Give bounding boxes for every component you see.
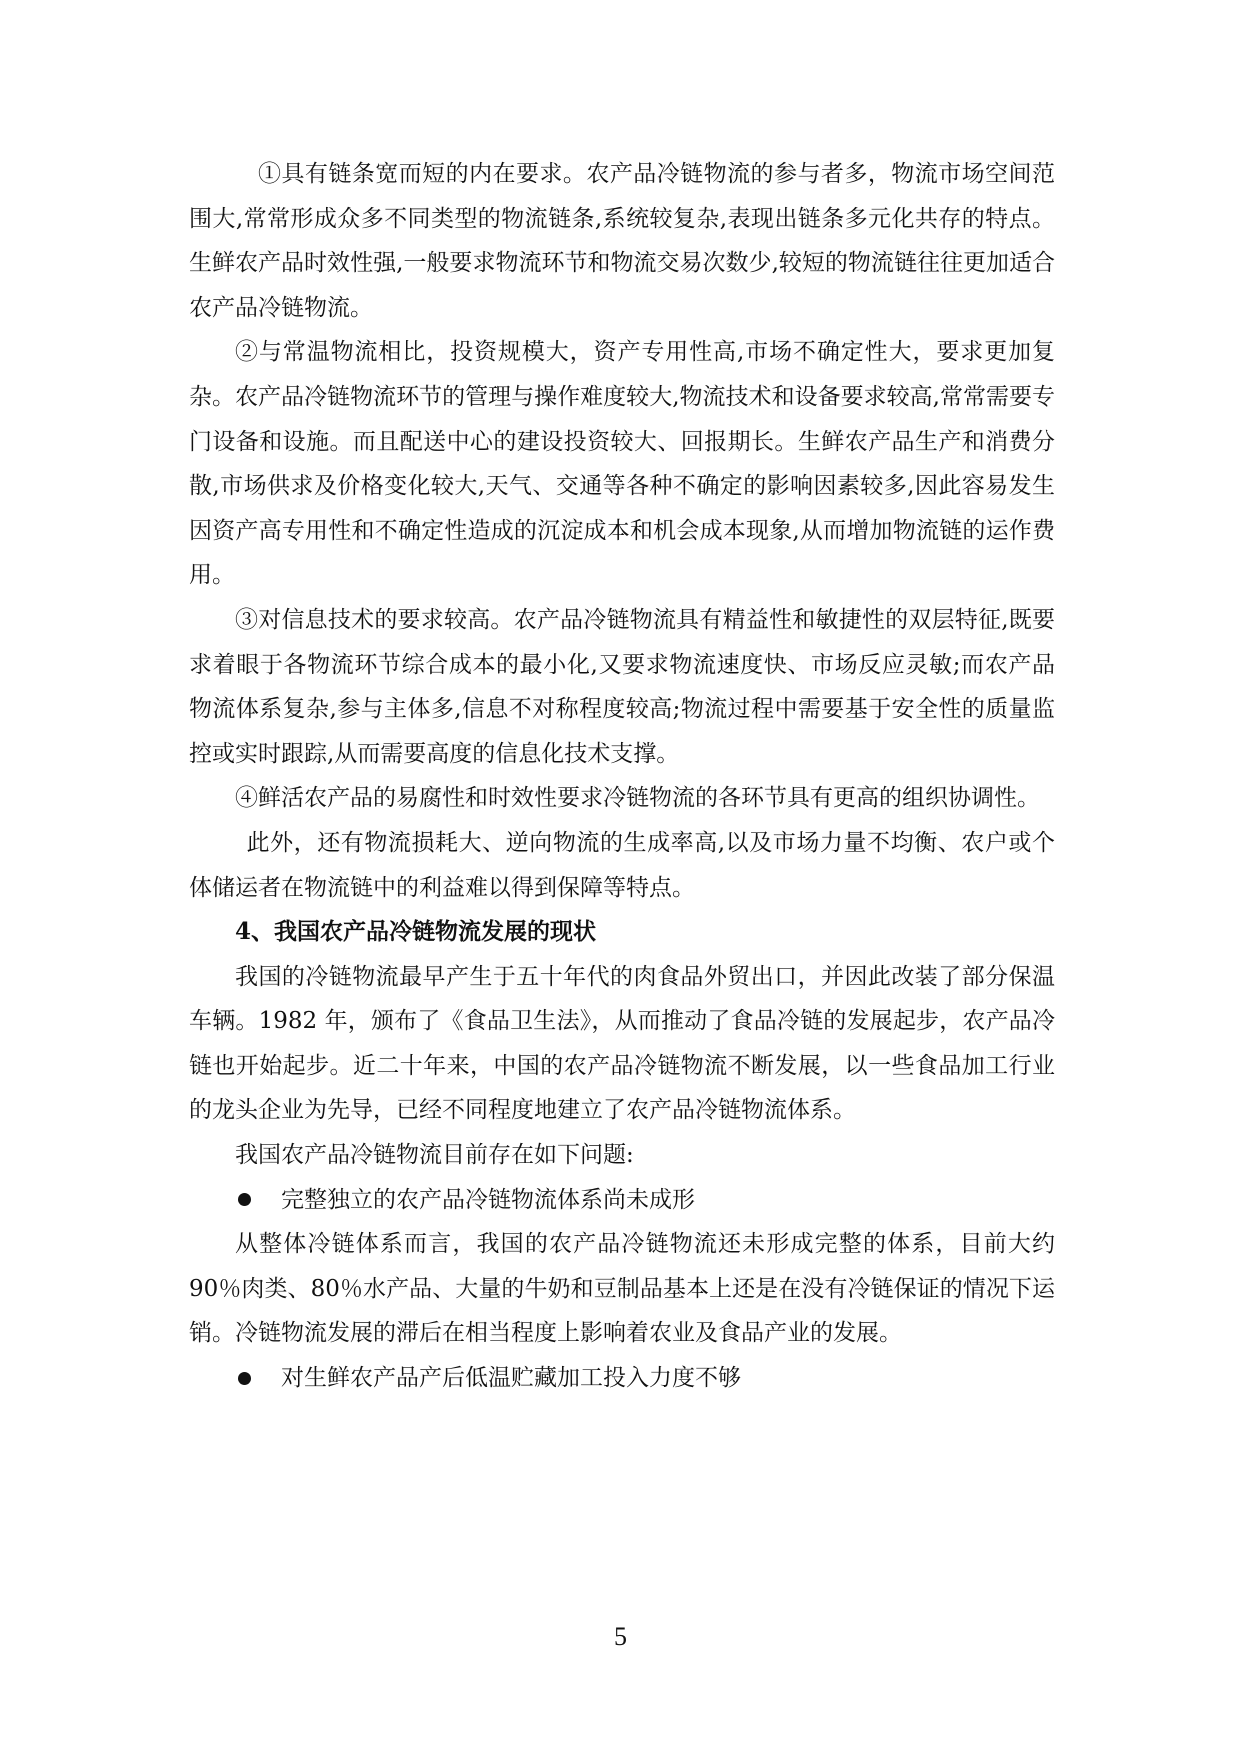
section-heading: 4、我国农产品冷链物流发展的现状 [235, 918, 597, 946]
paragraph-other-features: 此外，还有物流损耗大、逆向物流的生成率高,以及市场力量不均衡、农户或个体储运者在物流链中的利益难以得到保障等特点。 [189, 829, 1055, 901]
paragraph-information-technology: ③对信息技术的要求较高。农产品冷链物流具有精益性和敏捷性的双层特征,既要求着眼于各物流环节综合成本的最小化,又要求物流速度快、市场反应灵敏;而农产品物流体系复杂,参与主体多,信息不对称程度较高;物流过程中需要基于安全性的质量监控或实时跟踪,从而需要高度的信息化技术支撑。 [189, 606, 1055, 767]
paragraph-investment-scale: ②与常温物流相比，投资规模大，资产专用性高,市场不确定性大，要求更加复杂。农产品冷链物流环节的管理与操作难度较大,物流技术和设备要求较高,常常需要专门设备和设施。而且配送中心的建设投资较大、回报期长。生鲜农产品生产和消费分散,市场供求及价格变化较大,天气、交通等各种不确定的影响因素较多,因此容易发生因资产高专用性和不确定性造成的沉淀成本和机会成本现象,从而增加物流链的运作费用。 [189, 339, 1055, 589]
paragraph-perishability: ④鲜活农产品的易腐性和时效性要求冷链物流的各环节具有更高的组织协调性。 [235, 785, 1040, 812]
paragraph-history: 我国的冷链物流最早产生于五十年代的肉食品外贸出口，并因此改装了部分保温车辆。1982 年，颁布了《食品卫生法》，从而推动了食品冷链的发展起步，农产品冷链也开始起步。近二十年来，中国的农产品冷链物流不断发展，以一些食品加工行业的龙头企业为先导，已经不同程度地建立了农产品冷链物流体系。 [189, 963, 1055, 1124]
bullet-icon [238, 1193, 251, 1206]
paragraph-system-detail: 从整体冷链体系而言，我国的农产品冷链物流还未形成完整的体系，目前大约 90％肉类、80％水产品、大量的牛奶和豆制品基本上还是在没有冷链保证的情况下运销。冷链物流发展的滞后在相当程度上影响着农业及食品产业的发展。 [189, 1231, 1055, 1347]
paragraph-chain-requirement: ①具有链条宽而短的内在要求。农产品冷链物流的参与者多，物流市场空间范围大,常常形成众多不同类型的物流链条,系统较复杂,表现出链条多元化共存的特点。生鲜农产品时效性强,一般要求物流环节和物流交易次数少,较短的物流链往往更加适合农产品冷链物流。 [189, 161, 1055, 321]
page-body [189, 152, 1055, 1401]
bullet-icon [238, 1372, 251, 1385]
page-number: 5 [614, 1622, 627, 1651]
paragraph-problems-intro: 我国农产品冷链物流目前存在如下问题: [235, 1142, 634, 1169]
bullet-text: 完整独立的农产品冷链物流体系尚未成形 [281, 1186, 695, 1213]
bullet-text: 对生鲜农产品产后低温贮藏加工投入力度不够 [281, 1365, 741, 1392]
bullet-item-storage [189, 1356, 1055, 1401]
bullet-item-system [189, 1178, 1055, 1223]
